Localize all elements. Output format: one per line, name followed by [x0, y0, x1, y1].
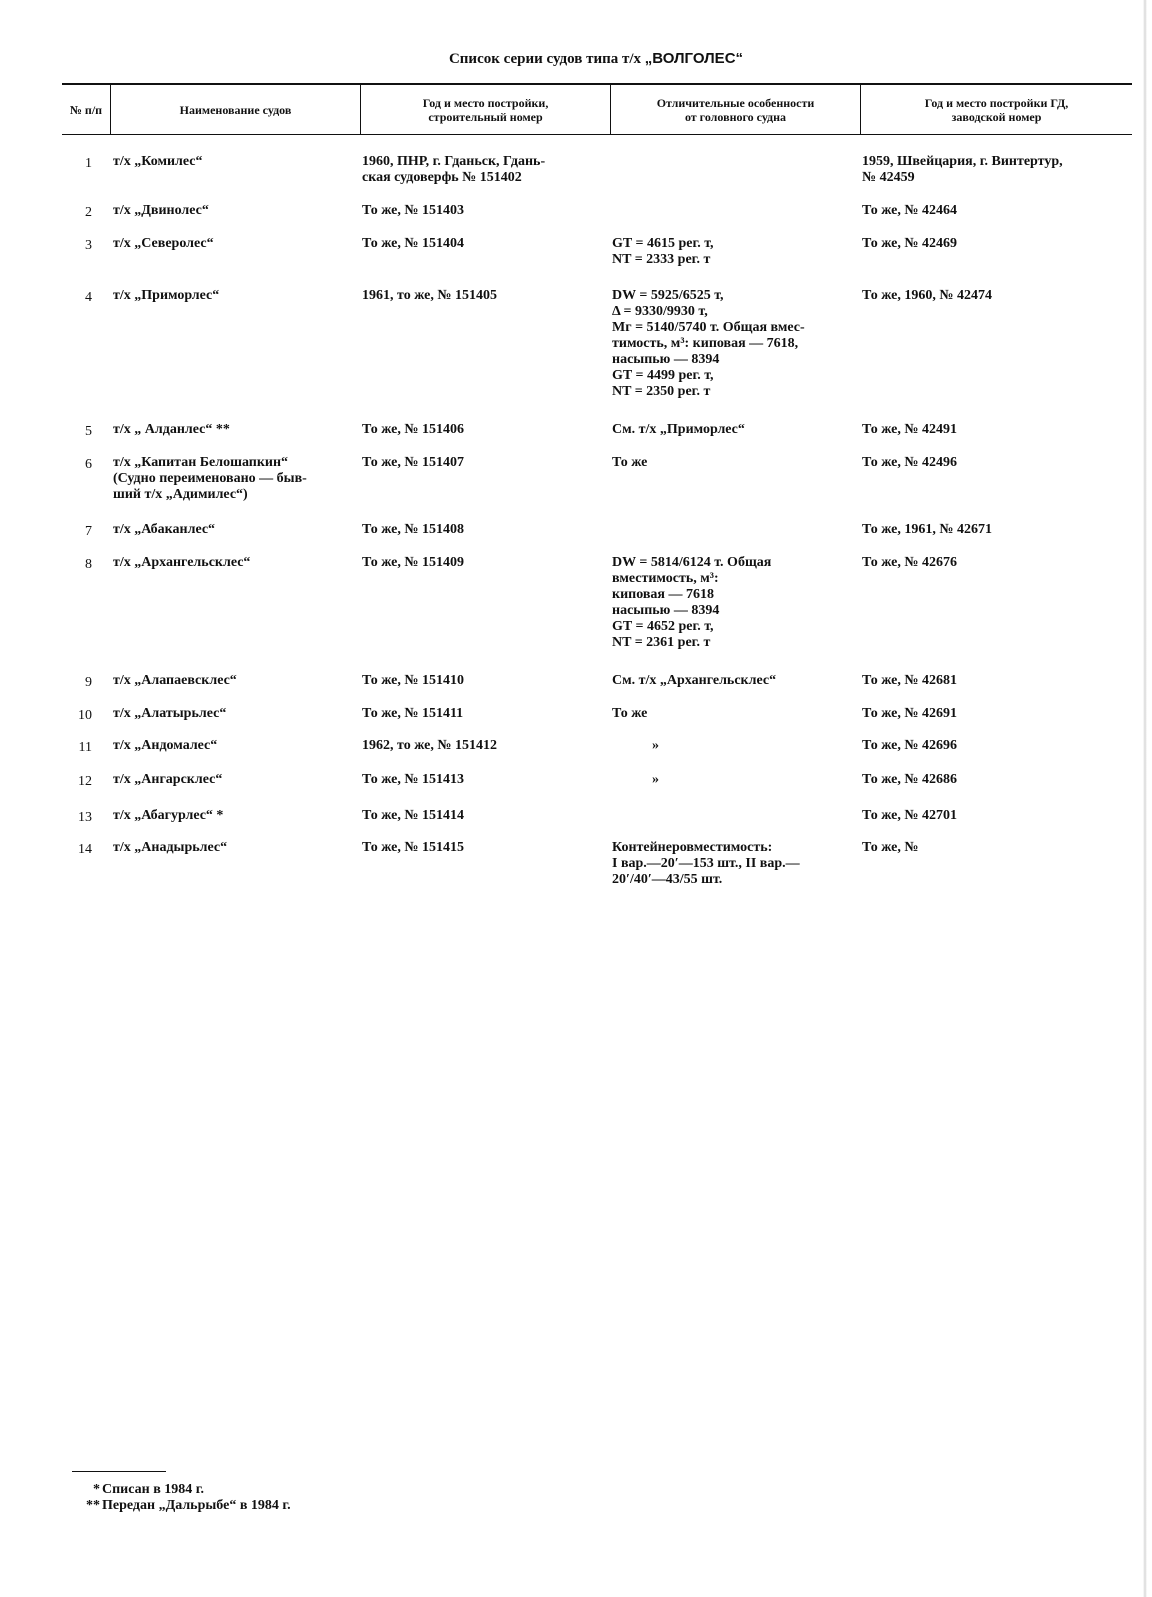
row-number: 10 — [78, 708, 92, 723]
differences: То же — [612, 706, 648, 721]
engine-info: То же, № 42676 — [862, 555, 957, 570]
engine-info: То же, № 42686 — [862, 772, 957, 787]
ship-name: т/х „Алатырьлес“ — [113, 706, 227, 721]
row-number: 4 — [85, 290, 92, 305]
build-info: То же, № 151411 — [362, 706, 464, 721]
ship-name: т/х „Ангарсклес“ — [113, 772, 223, 787]
row-number: 1 — [85, 156, 92, 171]
build-info: 1962, то же, № 151412 — [362, 738, 497, 753]
ship-name: т/х „Комилес“ — [113, 154, 203, 169]
footnote — [93, 1482, 205, 1498]
engine-info: 1959, Швейцария, г. Винтертур, № 42459 — [862, 154, 1063, 185]
table-header-rule — [62, 134, 1132, 135]
ship-name: т/х „Приморлес“ — [113, 288, 220, 303]
footnote-text: Передан „Дальрыбе“ в 1984 г. — [102, 1498, 291, 1513]
build-info: То же, № 151413 — [362, 772, 464, 787]
build-info: То же, № 151408 — [362, 522, 464, 537]
ship-name: т/х „Анадырьлес“ — [113, 840, 228, 855]
ship-name: т/х „Андомалес“ — [113, 738, 218, 753]
engine-info: То же, № 42469 — [862, 236, 957, 251]
ship-name: т/х „Абагурлес“ * — [113, 808, 224, 823]
document-title — [0, 50, 1152, 68]
header-differences: Отличительные особенности от головного судна — [656, 96, 815, 124]
row-number: 9 — [85, 675, 92, 690]
build-info: То же, № 151407 — [362, 455, 464, 470]
differences: См. т/х „Архангельсклес“ — [612, 673, 777, 688]
engine-info: То же, № 42496 — [862, 455, 957, 470]
row-number: 5 — [85, 424, 92, 439]
page-edge-shadow — [1143, 0, 1147, 1597]
engine-info: То же, № 42696 — [862, 738, 957, 753]
differences: См. т/х „Приморлес“ — [612, 422, 745, 437]
title-ship-name: „ВОЛГОЛЕС“ — [644, 50, 744, 67]
build-info: То же, № 151415 — [362, 840, 464, 855]
ship-name: т/х „Капитан Белошапкин“ (Судно переименовано — быв- ший т/х „Адимилес“) — [113, 455, 307, 502]
differences: » — [652, 738, 659, 753]
ship-name: т/х „ Алданлес“ ** — [113, 422, 230, 437]
engine-info: То же, № 42701 — [862, 808, 957, 823]
ship-name: т/х „Двинолес“ — [113, 203, 209, 218]
footnote-mark: * — [93, 1482, 100, 1497]
row-number: 3 — [85, 238, 92, 253]
engine-info: То же, № — [862, 840, 919, 855]
build-info: То же, № 151404 — [362, 236, 464, 251]
build-info: 1960, ПНР, г. Гданьск, Гдань- ская судоверфь № 151402 — [362, 154, 546, 185]
engine-info: То же, 1960, № 42474 — [862, 288, 992, 303]
header-number: № п/п — [69, 103, 103, 117]
ship-name: т/х „Абаканлес“ — [113, 522, 216, 537]
table-top-rule — [62, 83, 1132, 85]
build-info: То же, № 151403 — [362, 203, 464, 218]
footnote — [86, 1498, 291, 1514]
engine-info: То же, № 42681 — [862, 673, 957, 688]
build-info: То же, № 151406 — [362, 422, 464, 437]
build-info: То же, № 151414 — [362, 808, 464, 823]
engine-info: То же, № 42491 — [862, 422, 957, 437]
build-info: 1961, то же, № 151405 — [362, 288, 497, 303]
footnote-text: Списан в 1984 г. — [102, 1482, 205, 1497]
row-number: 8 — [85, 557, 92, 572]
differences: » — [652, 772, 659, 787]
footnote-mark: ** — [86, 1498, 100, 1513]
differences: Контейнеровместимость: I вар.—20′—153 шт., II вар.— 20′/40′—43/55 шт. — [612, 840, 800, 887]
row-number: 12 — [78, 774, 92, 789]
engine-info: То же, 1961, № 42671 — [862, 522, 992, 537]
row-number: 14 — [78, 842, 92, 857]
row-number: 11 — [78, 740, 92, 755]
header-engine: Год и место постройки ГД, заводской номер — [924, 96, 1069, 124]
differences: То же — [612, 455, 648, 470]
build-info: То же, № 151409 — [362, 555, 464, 570]
engine-info: То же, № 42464 — [862, 203, 957, 218]
header-ship-name: Наименование судов — [179, 103, 292, 117]
row-number: 6 — [85, 457, 92, 472]
title-prefix: Список серии судов типа т/х — [448, 51, 645, 67]
footnote-rule — [72, 1471, 166, 1472]
row-number: 13 — [78, 810, 92, 825]
ship-name: т/х „Северолес“ — [113, 236, 214, 251]
build-info: То же, № 151410 — [362, 673, 464, 688]
differences: DW = 5925/6525 т, Δ = 9330/9930 т, Mг = 5140/5740 т. Общая вмес- тимость, м³: киповая — 7618, насыпью — 8394 GT = 4499 рег. т, NT = 2350 рег. т — [612, 288, 805, 399]
row-number: 7 — [85, 524, 92, 539]
header-built: Год и место постройки, строительный номер — [422, 96, 549, 124]
row-number: 2 — [85, 205, 92, 220]
differences: DW = 5814/6124 т. Общая вместимость, м³: киповая — 7618 насыпью — 8394 GT = 4652 рег. т, NT = 2361 рег. т — [612, 555, 772, 650]
differences: GT = 4615 рег. т, NT = 2333 рег. т — [612, 236, 714, 267]
ship-name: т/х „Архангельсклес“ — [113, 555, 251, 570]
ship-name: т/х „Алапаевсклес“ — [113, 673, 237, 688]
engine-info: То же, № 42691 — [862, 706, 957, 721]
